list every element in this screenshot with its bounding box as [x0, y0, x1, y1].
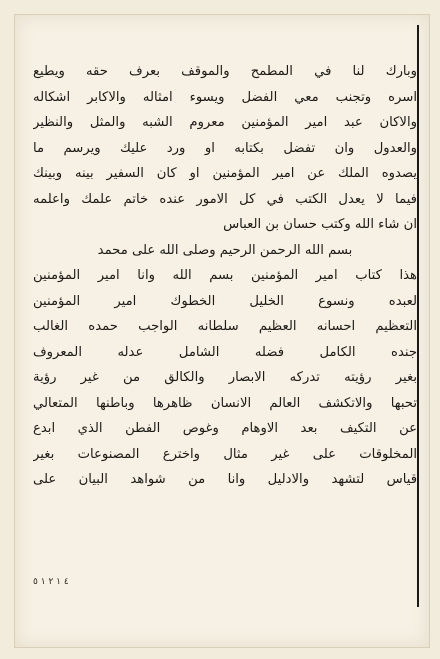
- manuscript-line-17: قياس لتشهد والادليل وانا من شواهد البيان على: [33, 473, 417, 487]
- manuscript-line-6: فيما لا يعدل الكتب في كل الامور عنده خاتم علمك واعلمه: [33, 192, 417, 207]
- manuscript-line-11: التعظيم احسانه العظيم سلطانه الواجب حمده الغالب: [33, 320, 417, 334]
- manuscript-line-14: تحبها والاتكشف العالم الانسان ظاهرها وباطنها المتعالي: [33, 396, 417, 411]
- manuscript-line-12: جنده الكامل فضله الشامل عدله المعروف: [33, 345, 417, 360]
- manuscript-basmala: بسم الله الرحمن الرحيم وصلى الله على محمد: [97, 243, 353, 258]
- manuscript-line-2: اسره وتجنب معي الفضل ويسوء امثاله والاكابر اشكاله: [33, 90, 417, 105]
- manuscript-line-15: عن التكيف بعد الاوهام وغوص الفطن الذي ابدع: [33, 422, 417, 436]
- manuscript-text: [33, 65, 417, 499]
- manuscript-line-10: لعبده ونسوع الخليل الخطوك امير المؤمنين: [33, 294, 417, 309]
- folio-number: ٤ ١ ٢ ١ ٥: [33, 577, 69, 587]
- manuscript-line-16: المخلوقات على غير مثال واخترع المصنوعات بغير: [33, 447, 417, 462]
- manuscript-line-5: يصدوه الملك عن امير المؤمنين او كان السفير بينه وبينك: [33, 167, 417, 181]
- manuscript-line-7: ان شاء الله وكتب حسان بن العباس: [223, 218, 417, 232]
- manuscript-line-13: بغير رؤيته تدركه الابصار والكالق من غير رؤية: [33, 371, 417, 385]
- manuscript-line-1: وبارك لنا في المطمح والموقف بعرف حقه ويطيع: [33, 65, 417, 79]
- manuscript-line-3: والاكان عبد امير المؤمنين معروم الشبه والمثل والنظير: [33, 116, 417, 130]
- margin-rule: [417, 25, 419, 607]
- manuscript-line-4: والعدول وان تفضل بكتابه او ورد عليك ويرسم ما: [33, 141, 417, 156]
- manuscript-page: [14, 14, 430, 648]
- manuscript-line-9: هذا كتاب امير المؤمنين بسم الله وانا امير المؤمنين: [33, 269, 417, 283]
